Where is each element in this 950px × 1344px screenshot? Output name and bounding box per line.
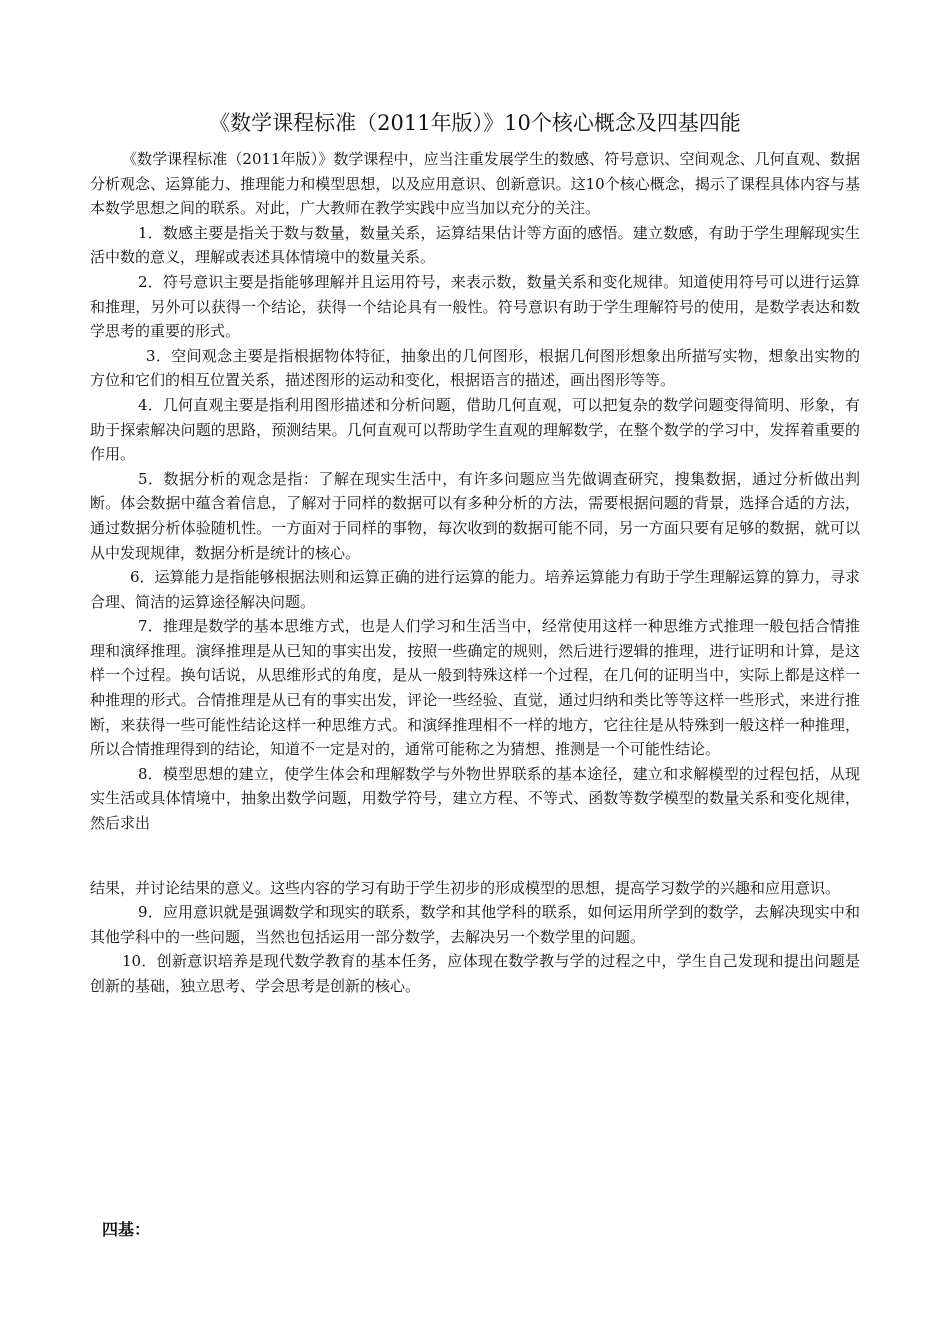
concept-paragraph-2: 2．符号意识主要是指能够理解并且运用符号，来表示数，数量关系和变化规律。知道使用符号可以进行运算和推理，另外可以获得一个结论，获得一个结论具有一般性。符号意识有助于学生理解符号的使用，是数学表达和数学思考的重要的形式。 <box>90 272 860 341</box>
concept-paragraph-1: 1．数感主要是指关于数与数量，数量关系，运算结果估计等方面的感悟。建立数感，有助于学生理解现实生活中数的意义，理解或表述具体情境中的数量关系。 <box>90 223 860 267</box>
concept-paragraph-4: 4．几何直观主要是指利用图形描述和分析问题，借助几何直观，可以把复杂的数学问题变得简明、形象，有助于探索解决问题的思路，预测结果。几何直观可以帮助学生直观的理解数学，在整个数学的学习中，发挥着重要的作用。 <box>90 395 860 464</box>
concept-paragraph-10: 10．创新意识培养是现代数学教育的基本任务，应体现在数学教与学的过程之中，学生自己发现和提出问题是创新的基础，独立思考、学会思考是创新的核心。 <box>90 952 860 995</box>
paragraph-gap <box>90 836 860 876</box>
concept-paragraph-5: 5．数据分析的观念是指：了解在现实生活中，有许多问题应当先做调查研究，搜集数据，通过分析做出判断。体会数据中蕴含着信息，了解对于同样的数据可以有多种分析的方法，需要根据问题的背景，选择合适的方法，通过数据分析体验随机性。一方面对于同样的事物，每次收到的数据可能不同，另一方面只要有足够的数据，就可以从中发现规律，数据分析是统计的核心。 <box>90 469 860 562</box>
concept-paragraph-3: 3．空间观念主要是指根据物体特征，抽象出的几何图形，根据几何图形想象出所描写实物，想象出实物的方位和它们的相互位置关系，描述图形的运动和变化，根据语言的描述，画出图形等等。 <box>90 346 860 390</box>
concept-paragraph-9: 9．应用意识就是强调数学和现实的联系，数学和其他学科的联系，如何运用所学到的数学，去解决现实中和其他学科中的一些问题，当然也包括运用一部分数学，去解决另一个数学里的问题。 <box>90 903 860 946</box>
concept-paragraph-7: 7．推理是数学的基本思维方式，也是人们学习和生活当中，经常使用这样一种思维方式推理一般包括合情推理和演绎推理。演绎推理是从已知的事实出发，按照一些确定的规则，然后进行逻辑的推理，进行证明和计算，是这样一个过程。换句话说，从思维形式的角度，是从一般到特殊这样一个过程，在几何的证明当中，实际上都是这样一种推理的形式。合情推理是从已有的事实出发，评论一些经验、直觉，通过归纳和类比等等这样一些形式，来进行推断，来获得一些可能性结论这样一种思维方式。和演绎推理相不一样的地方，它往往是从特殊到一般这样一种推理，所以合情推理得到的结论，知道不一定是对的，通常可能称之为猜想、推测是一个可能性结论。 <box>90 617 860 759</box>
intro-paragraph: 《数学课程标准（2011年版）》数学课程中，应当注重发展学生的数感、符号意识、空间观念、几何直观、数据分析观念、运算能力、推理能力和模型思想，以及应用意识、创新意识。这10个核心概念，揭示了课程具体内容与基本数学思想之间的联系。对此，广大教师在教学实践中应当加以充分的关注。 <box>90 150 860 218</box>
concept-paragraph-8: 8．模型思想的建立，使学生体会和理解数学与外物世界联系的基本途径，建立和求解模型的过程包括，从现实生活或具体情境中，抽象出数学问题，用数学符号，建立方程、不等式、函数等数学模型的数量关系和变化规律，然后求出 <box>90 764 860 833</box>
section-heading: 四基： <box>102 1220 151 1239</box>
document-title: 《数学课程标准（2011年版）》10个核心概念及四基四能 <box>209 111 741 135</box>
document-body <box>90 147 860 999</box>
concept-paragraph-8-continued: 结果，并讨论结果的意义。这些内容的学习有助于学生初步的形成模型的思想，提高学习数学的兴趣和应用意识。 <box>90 878 841 897</box>
concept-paragraph-6: 6．运算能力是指能够根据法则和运算正确的进行运算的能力。培养运算能力有助于学生理解运算的算力，寻求合理、简洁的运算途径解决问题。 <box>90 568 860 611</box>
